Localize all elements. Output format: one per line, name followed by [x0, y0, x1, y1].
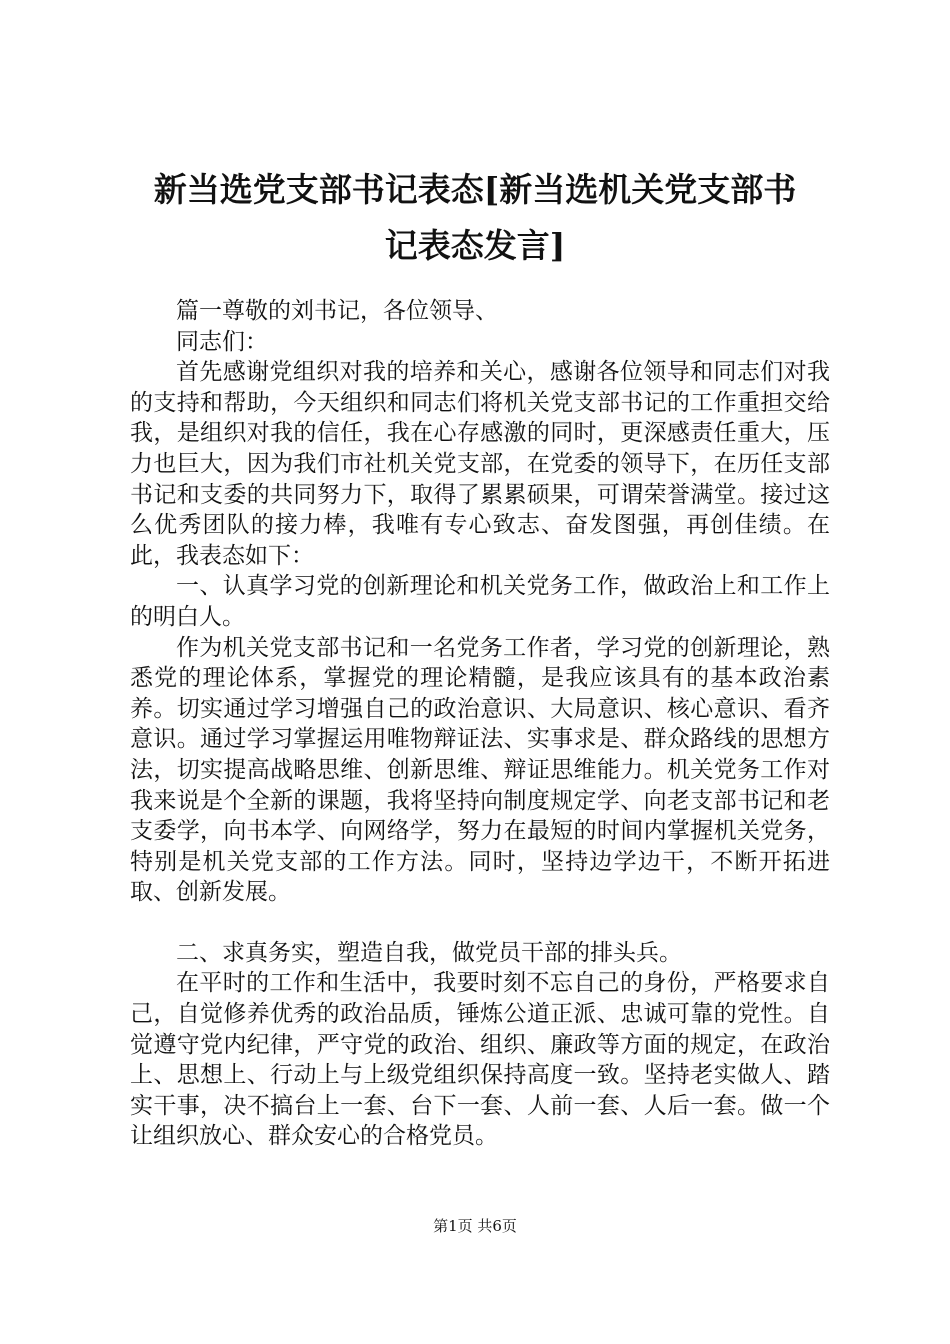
document-title: [118, 162, 832, 274]
title-line-1: 新当选党支部书记表态[新当选机关党支部书: [153, 170, 797, 209]
paragraph-gap: [130, 908, 830, 938]
body-paragraph: 首先感谢党组织对我的培养和关心，感谢各位领导和同志们对我的支持和帮助，今天组织和同志们将机关党支部书记的工作重担交给我，是组织对我的信任，我在心存感激的同时，更深感责任重大，压力也巨大，因为我们市社机关党支部，在党委的领导下，在历任支部书记和支委的共同努力下，取得了累累硕果，可谓荣誉满堂。接过这么优秀团队的接力棒，我唯有专心致志、奋发图强，再创佳绩。在此，我表态如下：: [130, 359, 830, 569]
page-footer: [0, 1216, 950, 1236]
section-heading: 二、求真务实，塑造自我，做党员干部的排头兵。: [176, 939, 682, 966]
salutation-line: 同志们：: [176, 328, 268, 355]
body-paragraph: 在平时的工作和生活中，我要时刻不忘自己的身份，严格要求自己，自觉修养优秀的政治品质，锤炼公道正派、忠诚可靠的党性。自觉遵守党内纪律，严守党的政治、组织、廉政等方面的规定，在政治上、思想上、行动上与上级党组织保持高度一致。坚持老实做人、踏实干事，决不搞台上一套、台下一套、人前一套、人后一套。做一个让组织放心、群众安心的合格党员。: [130, 970, 830, 1150]
salutation-line: 篇一尊敬的刘书记，各位领导、: [176, 298, 498, 324]
document-body: [130, 296, 830, 1152]
body-paragraph: 作为机关党支部书记和一名党务工作者，学习党的创新理论，熟悉党的理论体系，掌握党的理论精髓，是我应该具有的基本政治素养。切实通过学习增强自己的政治意识、大局意识、核心意识、看齐意识。通过学习掌握运用唯物辩证法、实事求是、群众路线的思想方法，切实提高战略思维、创新思维、辩证思维能力。机关党务工作对我来说是个全新的课题，我将坚持向制度规定学、向老支部书记和老支委学，向书本学、向网络学，努力在最短的时间内掌握机关党务，特别是机关党支部的工作方法。同时，坚持边学边干，不断开拓进取、创新发展。: [130, 634, 830, 906]
page-number: 第1页 共6页: [433, 1217, 517, 1235]
title-line-2: 记表态发言]: [384, 226, 566, 265]
section-heading: 一、认真学习党的创新理论和机关党务工作，做政治上和工作上的明白人。: [130, 573, 830, 630]
